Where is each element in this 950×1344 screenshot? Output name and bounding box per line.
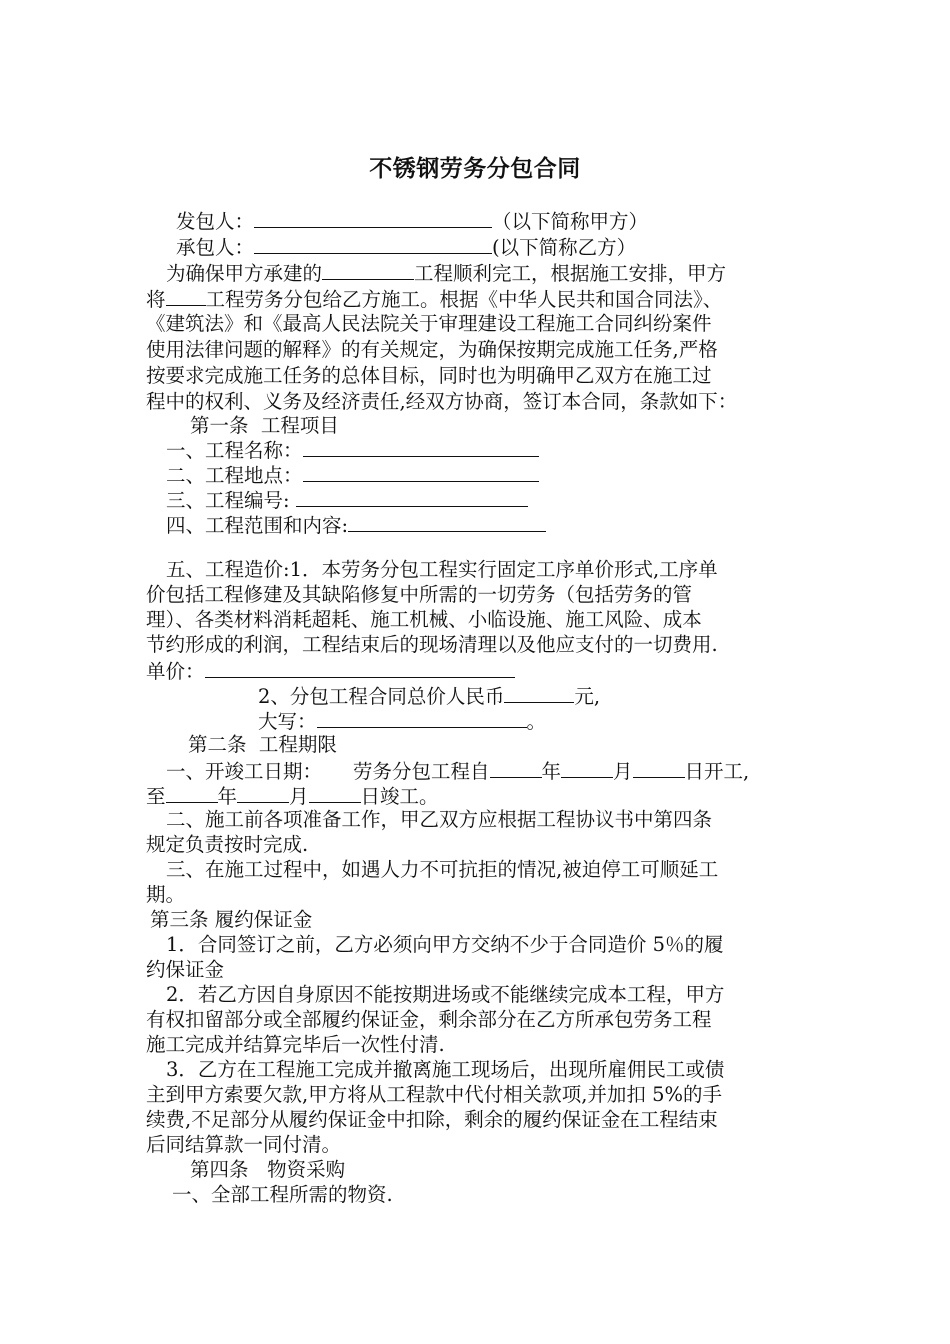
day-start-label: 日开工, [684,760,750,783]
total-price-line [258,682,600,709]
party-b-note: (以下简称乙方） [492,236,637,259]
article-4-heading: 第四条 物资采购 [190,1158,346,1181]
total-price-unit: 元, [574,685,601,708]
project-number-blank [296,486,528,507]
deposit-1-line-1: 1．合同签订之前，乙方必须向甲方交纳不少于合同造价 5％的履 [166,933,724,956]
year-label: 年 [217,785,238,808]
capital-amount-blank [317,707,527,728]
project-scope-line [166,511,546,538]
deposit-1-line-2: 约保证金 [146,958,225,981]
start-date-line [166,757,749,784]
capital-amount-line [258,707,546,734]
party-b-label: 承包人： [176,236,255,259]
day-end-label: 日竣工。 [360,785,439,808]
project-scope-blank [348,511,546,532]
capital-amount-end: 。 [526,710,547,733]
preamble-text: 工程劳务分包给乙方施工。根据《中华人民共和国合同法》、 [205,288,723,311]
deposit-2-line-3: 施工完成并结算完毕后一次性付清. [146,1033,445,1056]
party-a-blank [254,207,492,228]
preamble-text: 为确保甲方承建的 [166,262,323,285]
preamble-line-6: 程中的权利、义务及经济责任,经双方协商，签订本合同，条款如下： [146,390,738,413]
preamble-line-1 [166,259,726,286]
total-price-blank [504,682,574,703]
project-name-label: 一、工程名称： [166,439,303,462]
project-name-line [166,436,539,463]
project-location-label: 二、工程地点： [166,464,303,487]
deposit-3-line-4: 后同结算款一同付清。 [146,1133,342,1156]
deposit-3-line-3: 续费,不足部分从履约保证金中扣除，剩余的履约保证金在工程结束 [146,1108,718,1131]
end-year-blank [166,782,218,803]
party-b-blank [254,233,492,254]
project-number-label: 三、工程编号: [166,489,296,512]
materials-line-1: 一、全部工程所需的物资. [172,1183,393,1206]
preamble-text: 工程顺利完工，根据施工安排，甲方 [414,262,727,285]
price-line-3: 理）、各类材料消耗超耗、施工机械、小临设施、施工风险、成本 [146,608,702,631]
project-blank [322,259,414,280]
price-line-1: 五、工程造价:1．本劳务分包工程实行固定工序单价形式,工序单 [166,558,718,581]
deposit-3-line-2: 主到甲方索要欠款,甲方将从工程款中代付相关款项,并加扣 5%的手 [146,1083,723,1106]
end-date-label: 至 [146,785,166,808]
article-2-heading: 第二条 工程期限 [188,733,337,756]
deposit-3-line-1: 3．乙方在工程施工完成并撤离施工现场后，出现所雇佣民工或债 [166,1058,725,1081]
preamble-line-5: 按要求完成施工任务的总体目标，同时也为明确甲乙双方在施工过 [146,364,712,387]
project-number-line [166,486,528,513]
price-line-2: 价包括工程修建及其缺陷修复中所需的一切劳务（包括劳务的管 [146,583,693,606]
party-a-label: 发包人： [176,210,255,233]
project-location-blank [303,461,539,482]
article-3-heading: 第三条 履约保证金 [150,908,313,931]
capital-amount-label: 大写： [258,710,317,733]
price-line-4: 节约形成的利润，工程结束后的现场清理以及他应支付的一切费用. [146,633,718,656]
preamble-line-3: 《建筑法》和《最高人民法院关于审理建设工程施工合同纠纷案件 [146,312,712,335]
deposit-2-line-1: 2．若乙方因自身原因不能按期进场或不能继续完成本工程，甲方 [166,983,725,1006]
preamble-line-2 [146,285,722,312]
start-date-label: 一、开竣工日期： 劳务分包工程自 [166,760,490,783]
article-1-heading: 第一条 工程项目 [190,414,339,437]
preamble-line-4: 使用法律问题的解释》的有关规定，为确保按期完成施工任务,严格 [146,338,718,361]
deposit-2-line-2: 有权扣留部分或全部履约保证金，剩余部分在乙方所承包劳务工程 [146,1008,712,1031]
end-day-blank [309,782,361,803]
unit-price-blank [205,657,515,678]
project-name-blank [303,436,539,457]
start-month-blank [561,757,613,778]
subcontract-blank [166,285,206,306]
month-label: 月 [289,785,309,808]
month-label: 月 [613,760,633,783]
party-a-line [176,207,648,234]
project-location-line [166,461,539,488]
project-scope-label: 四、工程范围和内容: [166,514,349,537]
prep-work-line-1: 二、施工前各项准备工作，甲乙双方应根据工程协议书中第四条 [166,808,713,831]
document-title: 不锈钢劳务分包合同 [369,156,581,182]
end-month-blank [237,782,289,803]
preamble-text: 将 [146,288,166,311]
year-label: 年 [541,760,562,783]
total-price-label: 2、分包工程合同总价人民币 [258,685,505,708]
start-day-blank [633,757,685,778]
start-year-blank [490,757,542,778]
prep-work-line-2: 规定负责按时完成. [146,833,309,856]
party-b-line [176,233,636,260]
end-date-line [146,782,439,809]
unit-price-line [146,657,515,684]
party-a-note: （以下简称甲方） [492,210,649,233]
unit-price-label: 单价： [146,660,205,683]
force-majeure-line-2: 期。 [146,883,186,906]
force-majeure-line-1: 三、在施工过程中，如遇人力不可抗拒的情况,被迫停工可顺延工 [166,858,719,881]
